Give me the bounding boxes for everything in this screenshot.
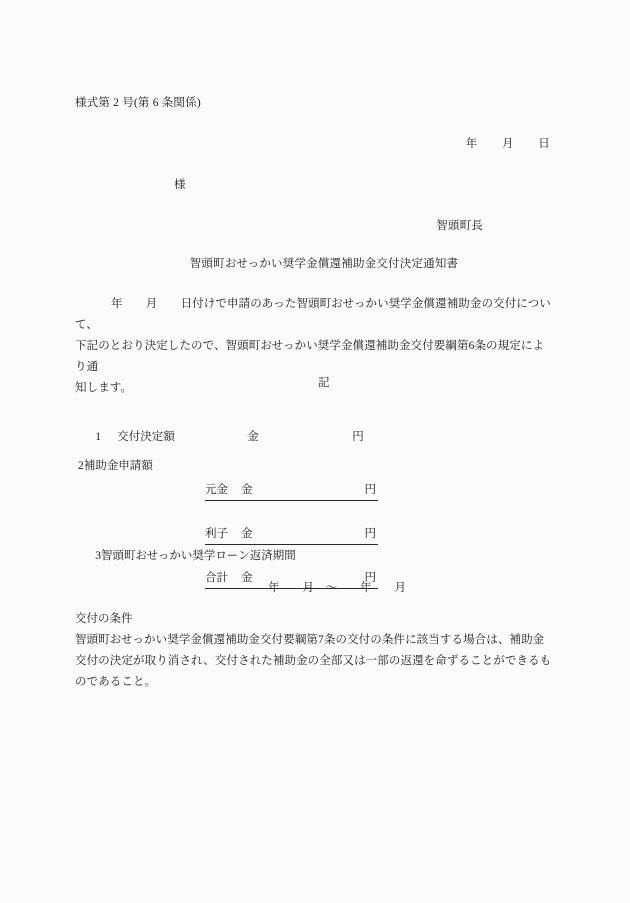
amount-row-principal-unit: 円 [364,484,376,496]
item-3-period-line: 年 月 〜 年 月 [268,582,406,594]
date-line: 年 月 日 [465,138,550,150]
amount-row-interest-kind: 利子 [205,528,228,540]
item-3-label: 智頭町おせっかい奨学ローン返済期間 [101,550,296,562]
amount-row-principal-kind: 元金 [205,484,228,496]
conditions-body: 智頭町おせっかい奨学金償還補助金交付要綱第7条の交付の条件に該当する場合は、補助金交付の決定が取り消され、交付された補助金の全部又は一部の返還を命ずることができるものであること。 [75,634,552,688]
item-1-currency-prefix: 金 [247,431,259,443]
item-1-unit: 円 [352,431,364,443]
item-1-number: 1 [95,431,101,443]
amount-row-principal[interactable] [205,481,378,501]
amount-row-total-unit: 円 [364,572,376,584]
amount-row-interest-currency-prefix: 金 [241,528,253,540]
item-repayment-period [78,535,406,619]
item-2-number: 2 [78,460,84,472]
form-number: 様式第 2 号(第 6 条関係) [75,97,201,109]
ki-mark: 記 [318,377,330,389]
item-2-heading [78,457,153,473]
item-3-heading [95,550,295,562]
body-line-2: 下記のとおり決定したので、智頭町おせっかい奨学金償還補助金交付要綱第6条の規定により通 [75,340,545,373]
conditions-section [75,609,555,693]
body-line-1: 年 月 日付けで申請のあった智頭町おせっかい奨学金償還補助金の交付について、 [75,298,551,331]
sender-name: 智頭町長 [436,220,483,232]
amount-row-interest-unit: 円 [364,528,376,540]
body-line-3: 知します。 [75,382,133,394]
amount-row-principal-currency-prefix: 金 [241,484,253,496]
addressee-honorific: 様 [174,179,186,191]
item-2-label: 補助金申請額 [83,460,153,472]
amount-row-total-currency-prefix: 金 [241,572,253,584]
item-3-number: 3 [95,550,101,562]
conditions-title: 交付の条件 [75,613,133,625]
amount-row-total-kind: 合計 [205,572,228,584]
document-sheet [75,0,555,903]
item-grant-decision-amount [78,416,364,456]
document-title: 智頭町おせっかい奨学金償還補助金交付決定通知書 [189,258,459,270]
item-1-label: 交付決定額 [117,431,175,443]
